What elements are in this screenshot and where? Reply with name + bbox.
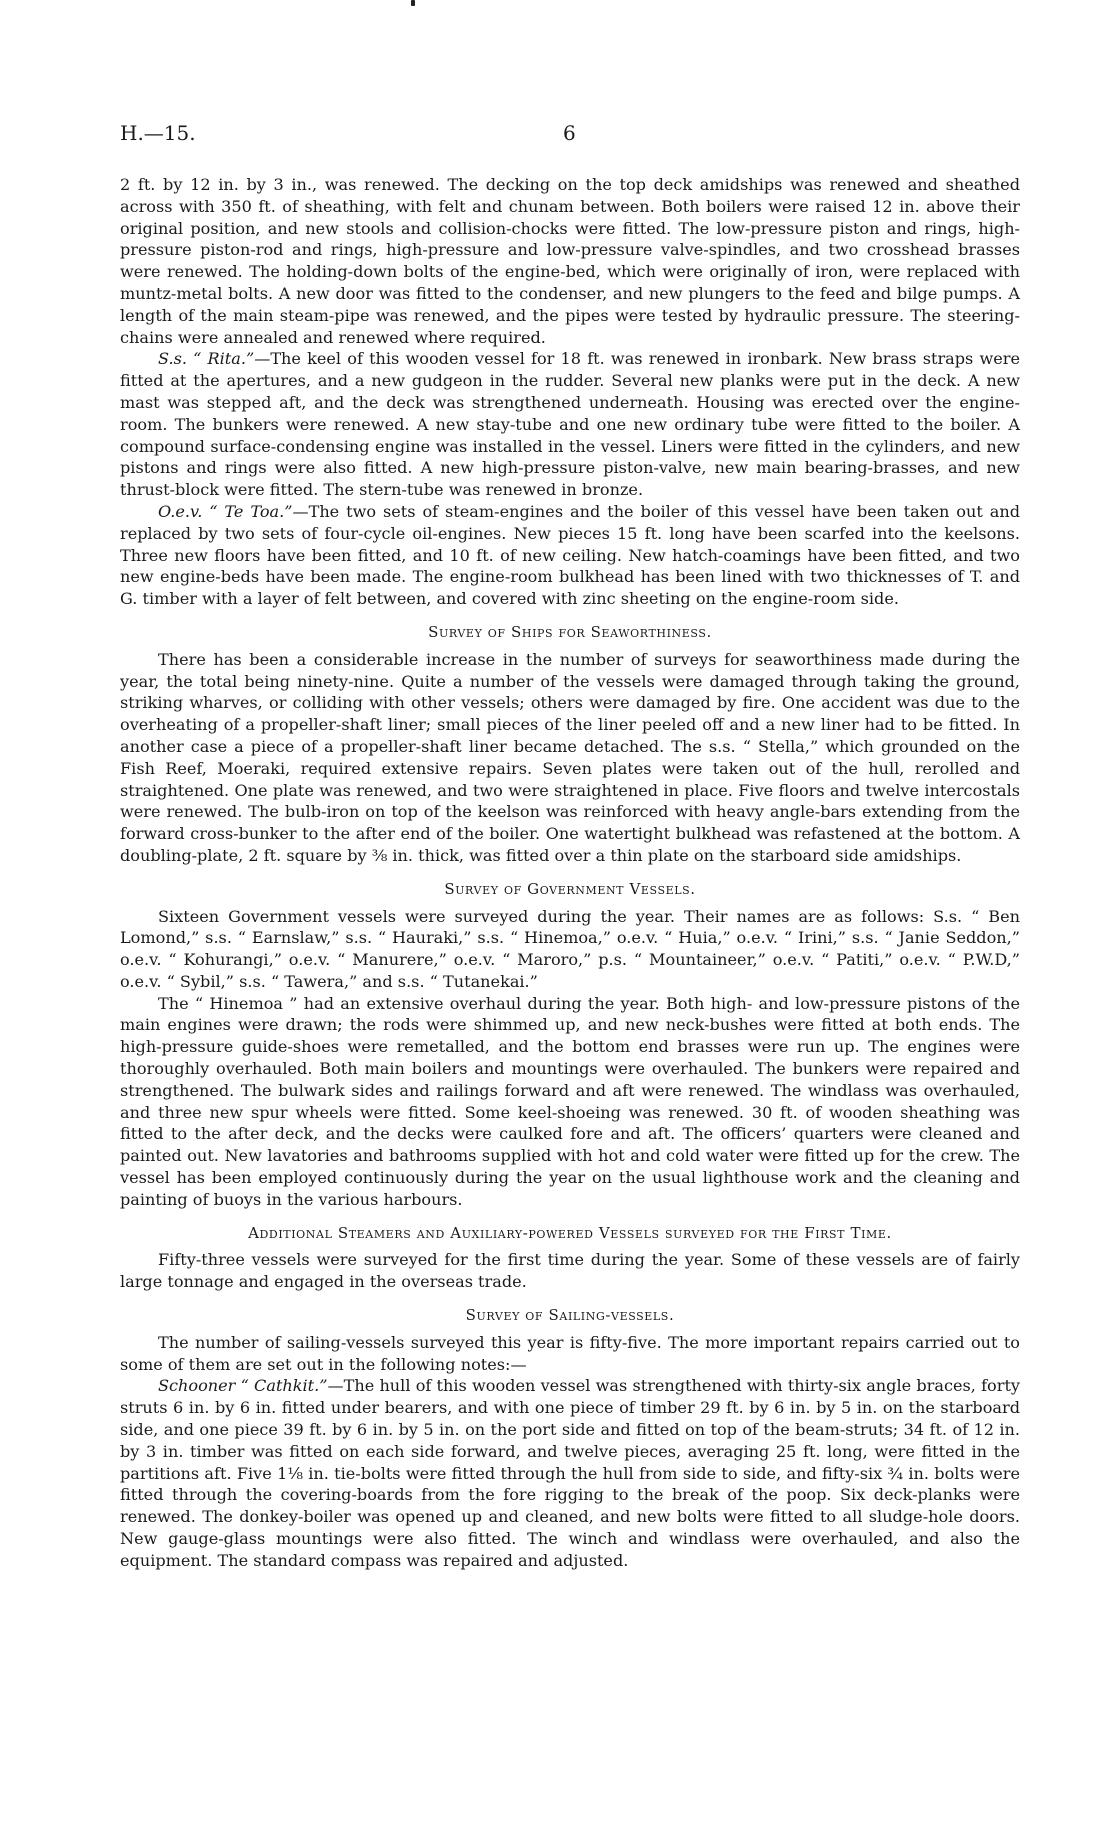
paragraph-cathkit [120, 1375, 1020, 1571]
page-header [120, 121, 1020, 145]
heading-sailing-vessels: Survey of Sailing-vessels. [465, 1306, 675, 1325]
document-reference: H.—15. [120, 121, 196, 145]
vessel-name-rita: S.s. “ Rita.” [158, 349, 255, 369]
document-body [120, 174, 1020, 1572]
vessel-name-te-toa: O.e.v. “ Te Toa.” [158, 501, 293, 521]
paragraph-hinemoa: The “ Hinemoa ” had an extensive overhaul during the year. Both high- and low-pressure pistons of the main engines were drawn; the rods were shimmed up, and new neck-bushes were fitted at both ends. The high-pressure guide-shoes were remetalled, and the bottom end brasses were run up. The engines were thoroughly overhauled. Both main boilers and mountings were overhauled. The bunkers were repaired and strengthened. The bulwark sides and railings forward and aft were renewed. The windlass was overhauled, and three new spur wheels were fitted. Some keel-shoeing was renewed. 30 ft. of wooden sheathing was fitted to the after deck, and the decks were caulked fore and aft. The officers’ quarters were cleaned and painted out. New lavatories and bathrooms supplied with hot and cold water were fitted up for the crew. The vessel has been employed continuously during the year on the usual lighthouse work and the cleaning and painting of buoys in the various harbours. [120, 993, 1020, 1209]
paragraph-rita [120, 348, 1020, 501]
page-mark [411, 0, 415, 6]
paragraph-te-toa [120, 501, 1020, 610]
heading-seaworthiness: Survey of Ships for Seaworthiness. [428, 622, 712, 641]
heading-additional-steamers: Additional Steamers and Auxiliary-powered Vessels surveyed for the First Time. [248, 1223, 892, 1242]
heading-government-vessels: Survey of Government Vessels. [444, 879, 696, 898]
paragraph-te-toa-text: —The two sets of steam-engines and the boiler of this vessel have been taken out and replaced by two sets of four-cycle oil-engines. New pieces 15 ft. long have been scarfed into the keelsons. Three new floors have been fitted, and 10 ft. of new ceiling. New hatch-coamings have been fitted, and two new engine-beds have been made. The engine-room bulkhead has been lined with two thicknesses of T. and G. timber with a layer of felt between, and covered with zinc sheeting on the engine-room side. [120, 501, 1021, 609]
paragraph-government-vessels: Sixteen Government vessels were surveyed during the year. Their names are as follows: S.s. “ Ben Lomond,” s.s. “ Earnslaw,” s.s. “ Hauraki,” s.s. “ Hinemoa,” o.e.v. “ Huia,” o.e.v. “ Irini,” s.s. “ Janie Seddon,” o.e.v. “ Kohurangi,” o.e.v. “ Manurere,” o.e.v. “ Maroro,” p.s. “ Mountaineer,” o.e.v. “ Patiti,” o.e.v. “ P.W.D,” o.e.v. “ Sybil,” s.s. “ Tawera,” and s.s. “ Tutanekai.” [120, 906, 1020, 991]
paragraph-additional-steamers: Fifty-three vessels were surveyed for the first time during the year. Some of these vessels are of fairly large tonnage and engaged in the overseas trade. [120, 1250, 1020, 1292]
paragraph-sailing-vessels: The number of sailing-vessels surveyed this year is fifty-five. The more important repairs carried out to some of them are set out in the following notes:— [120, 1332, 1020, 1374]
page-number: 6 [563, 121, 576, 145]
vessel-name-cathkit: Schooner “ Cathkit.” [158, 1376, 328, 1396]
paragraph-seaworthiness: There has been a considerable increase in the number of surveys for seaworthiness made during the year, the total being ninety-nine. Quite a number of the vessels were damaged through taking the ground, striking wharves, or colliding with other vessels; others were damaged by fire. One accident was due to the overheating of a propeller-shaft liner; small pieces of the liner peeled off and a new liner had to be fitted. In another case a piece of a propeller-shaft liner became detached. The s.s. “ Stella,” which grounded on the Fish Reef, Moeraki, required extensive repairs. Seven plates were taken out of the hull, rerolled and straightened. One plate was renewed, and two were straightened in place. Five floors and twelve intercostals were renewed. The bulb-iron on top of the keelson was reinforced with heavy angle-bars extending from the forward cross-bunker to the after end of the boiler. One watertight bulkhead was refastened at the bottom. A doubling-plate, 2 ft. square by ⅜ in. thick, was fitted over a thin plate on the starboard side amidships. [120, 649, 1020, 865]
paragraph-cathkit-text: —The hull of this wooden vessel was strengthened with thirty-six angle braces, forty struts 6 in. by 6 in. fitted under bearers, and with one piece of timber 29 ft. by 6 in. by 5 in. on the starboard side, and one piece 39 ft. by 6 in. by 5 in. on the port side and fitted on top of the beam-struts; 34 ft. of 12 in. by 3 in. timber was fitted on each side forward, and twelve pieces, averaging 25 ft. long, were fitted in the partitions aft. Five 1⅛ in. tie-bolts were fitted through the hull from side to side, and fifty-six ¾ in. bolts were fitted through the covering-boards from the fore rigging to the break of the poop. Six deck-planks were renewed. The donkey-boiler was opened up and cleaned, and new bolts were fitted to all sludge-hole doors. New gauge-glass mountings were also fitted. The winch and windlass were overhauled, and also the equipment. The standard compass was repaired and adjusted. [120, 1376, 1020, 1570]
paragraph-rita-text: —The keel of this wooden vessel for 18 ft. was renewed in ironbark. New brass straps were fitted at the apertures, and a new gudgeon in the rudder. Several new planks were put in the deck. A new mast was stepped aft, and the deck was strengthened underneath. Housing was erected over the engine-room. The bunkers were renewed. A new stay-tube and one new ordinary tube were fitted to the boiler. A compound surface-condensing engine was installed in the vessel. Liners were fitted in the cylinders, and new pistons and rings were also fitted. A new high-pressure piston-valve, new main bearing-brasses, and new thrust-block were fitted. The stern-tube was renewed in bronze. [120, 349, 1020, 500]
paragraph-continuation: 2 ft. by 12 in. by 3 in., was renewed. The decking on the top deck amidships was renewed and sheathed across with 350 ft. of sheathing, with felt and chunam between. Both boilers were raised 12 in. above their original position, and new stools and collision-chocks were fitted. The low-pressure piston and rings, high-pressure piston-rod and rings, high-pressure and low-pressure valve-spindles, and two crosshead brasses were renewed. The holding-down bolts of the engine-bed, which were originally of iron, were replaced with muntz-metal bolts. A new door was fitted to the condenser, and new plungers to the feed and bilge pumps. A length of the main steam-pipe was renewed, and the pipes were tested by hydraulic pressure. The steering-chains were annealed and renewed where required. [120, 175, 1020, 347]
